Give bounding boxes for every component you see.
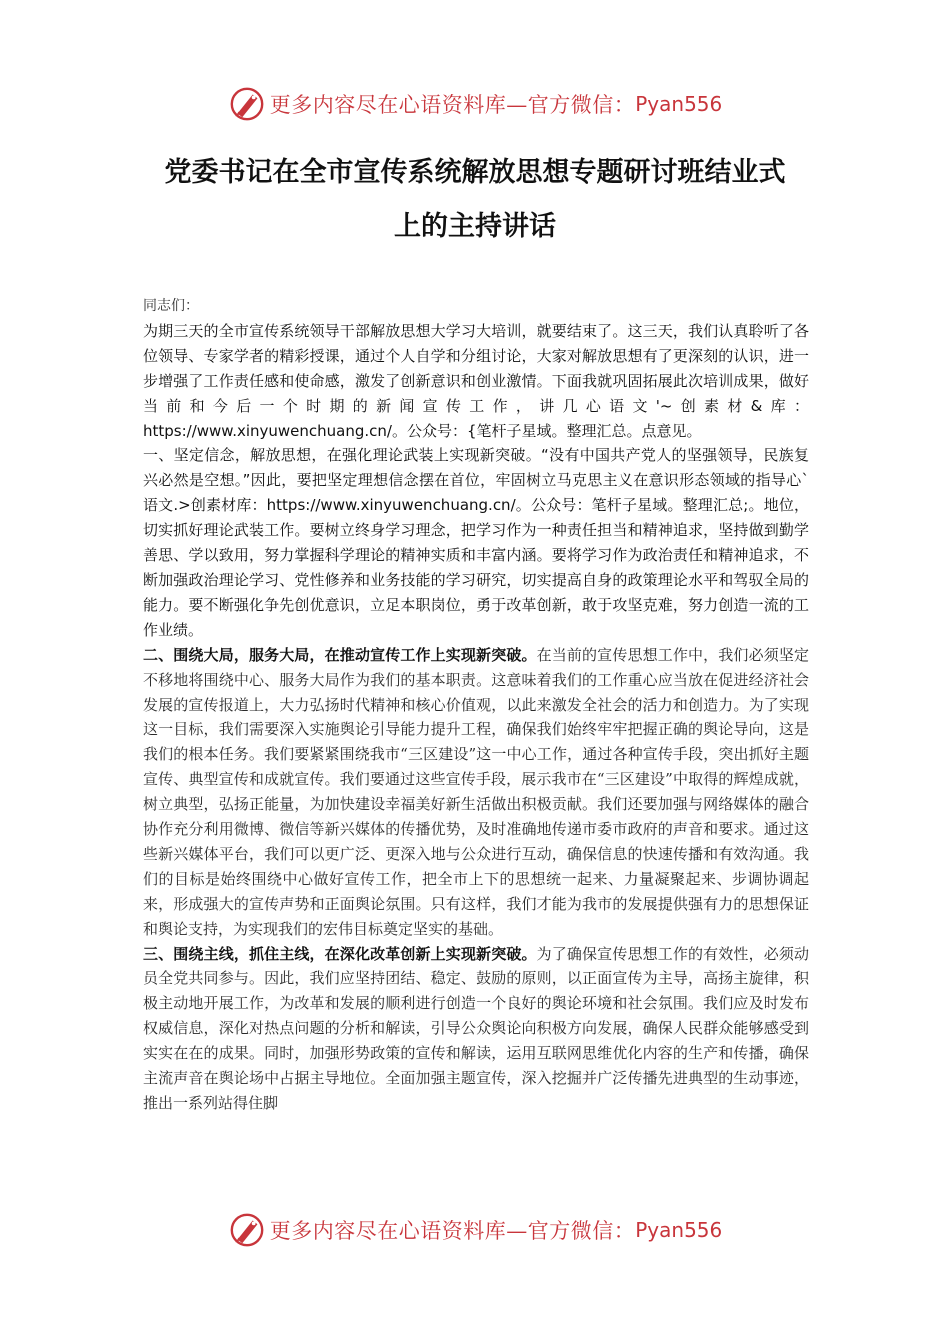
intro-paragraph: 为期三天的全市宣传系统领导干部解放思想大学习大培训，就要结束了。这三天，我们认真聆听了各位领导、专家学者的精彩授课，通过个人自学和分组讨论，大家对解放思想有了更深刻的认识，进一步增强了工作责任感和使命感，激发了创新意识和创业激情。下面我就巩固拓展此次培训成果，做好当前和今后一个时期的新闻宣传工作，讲几心语文'~创素材&库：https://www.xinyuwenchuang.cn/。公众号：{笔杆子星域。整理汇总。点意见。 [143,321,809,440]
watermark-text: 更多内容尽在心语资料库—官方微信： [269,1219,636,1243]
section-2-heading: 二、围绕大局，服务大局，在推动宣传工作上实现新突破。 [143,645,537,664]
document-title [100,146,850,254]
salutation: 同志们： [143,298,199,314]
watermark-banner-bottom [0,1208,950,1252]
section-3-text: 为了确保宣传思想工作的有效性，必须动员全党共同参与。因此，我们应坚持团结、稳定、鼓励的原则，以正面宣传为主导，高扬主旋律，积极主动地开展工作，为改革和发展的顺利进行创造一个良好的舆论环境和社会氛围。我们应及时发布权威信息，深化对热点问题的分析和解读，引导公众舆论向积极方向发展，确保人民群众能够感受到实实在在的成果。同时，加强形势政策的宣传和解读，运用互联网思维优化内容的生产和传播，确保主流声音在舆论场中占据主导地位。全面加强主题宣传，深入挖掘并广泛传播先进典型的生动事迹，推出一系列站得住脚 [143,944,809,1112]
section-2-text: 在当前的宣传思想工作中，我们必须坚定不移地将围绕中心、服务大局作为我们的基本职责。这意味着我们的工作重心应当放在促进经济社会发展的宣传报道上，大力弘扬时代精神和核心价值观，以此来激发全社会的活力和创造力。为了实现这一目标，我们需要深入实施舆论引导能力提升工程，确保我们始终牢牢把握正确的舆论导向，这是我们的根本任务。我们要紧紧围绕我市“三区建设”这一中心工作，通过各种宣传手段，突出抓好主题宣传、典型宣传和成就宣传。我们要通过这些宣传手段，展示我市在“三区建设”中取得的辉煌成就，树立典型，弘扬正能量，为加快建设幸福美好新生活做出积极贡献。我们还要加强与网络媒体的融合协作充分利用微博、微信等新兴媒体的传播优势，及时准确地传递市委市政府的声音和要求。通过这些新兴媒体平台，我们可以更广泛、更深入地与公众进行互动，确保信息的快速传播和有效沟通。我们的目标是始终围绕中心做好宣传工作，把全市上下的思想统一起来、力量凝聚起来、步调协调起来，形成强大的宣传声势和正面舆论氛围。只有这样，我们才能为我市的发展提供强有力的思想保证和舆论支持，为实现我们的宏伟目标奠定坚实的基础。 [143,645,809,938]
watermark-wechat-id: Pyan556 [635,1218,723,1242]
watermark-text: 更多内容尽在心语资料库—官方微信： [269,93,636,117]
pen-nib-logo-icon [228,85,266,123]
watermark-wechat-id: Pyan556 [635,92,723,116]
document-body [143,294,809,1116]
section-3-paragraph [143,942,809,1116]
section-1-paragraph: 一、坚定信念，解放思想，在强化理论武装上实现新突破。“没有中国共产党人的坚强领导，民族复兴必然是空想。”因此，要把坚定理想信念摆在首位，牢固树立马克思主义在意识形态领域的指导心`语文.>创素材库：https://www.xinyuwenchuang.cn/。公众号：笔杆子星域。整理汇总;。地位，切实抓好理论武装工作。要树立终身学习理念，把学习作为一种责任担当和精神追求，坚持做到勤学善思、学以致用，努力掌握科学理论的精神实质和丰富内涵。要将学习作为政治责任和精神追求，不断加强政治理论学习、党性修养和业务技能的学习研究，切实提高自身的政策理论水平和驾驭全局的能力。要不断强化争先创优意识，立足本职岗位，勇于改革创新，敢于攻坚克难，努力创造一流的工作业绩。 [143,446,809,639]
pen-nib-logo-icon [228,1211,266,1249]
section-3-heading: 三、围绕主线，抓住主线，在深化改革创新上实现新突破。 [143,944,537,963]
section-2-paragraph [143,643,809,942]
title-line-2: 上的主持讲话 [394,211,556,242]
title-line-1: 党委书记在全市宣传系统解放思想专题研讨班结业式 [164,157,786,188]
watermark-banner-top [0,82,950,126]
